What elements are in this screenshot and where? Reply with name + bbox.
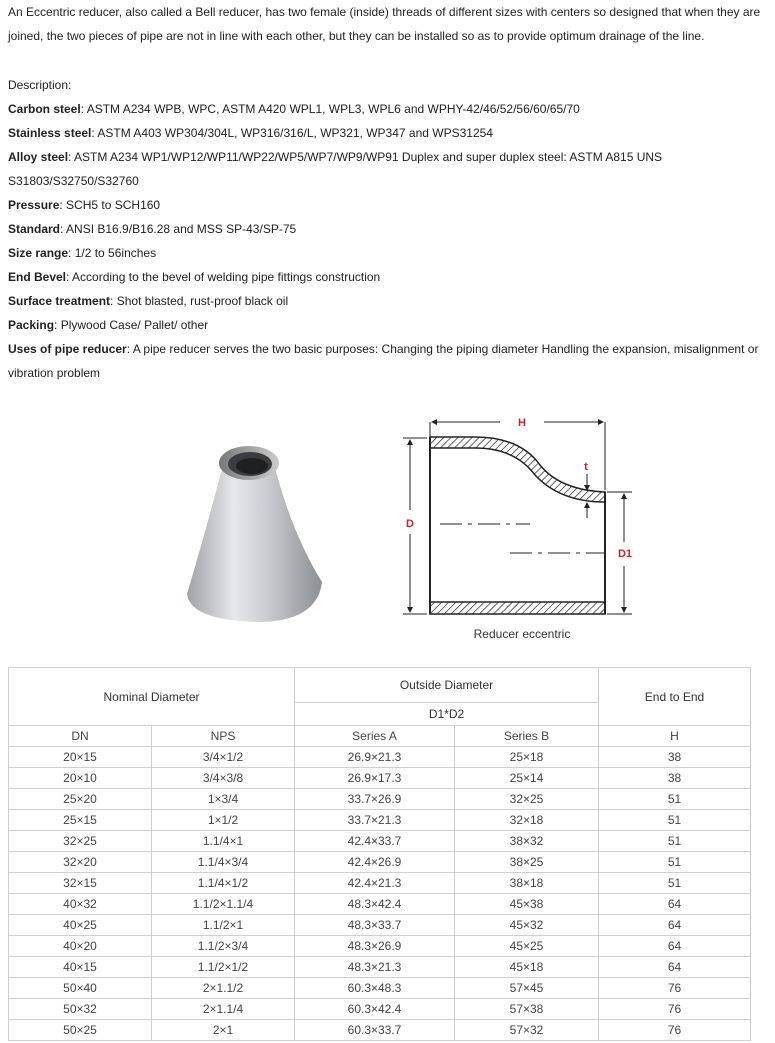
spec-item: Pressure: SCH5 to SCH160 [8, 198, 161, 212]
spec-item: Carbon steel: ASTM A234 WPB, WPC, ASTM A420 WPL1, WPL3, WPL6 and WPHY-42/46/52/56/60/65/70 [8, 102, 580, 116]
table-row [9, 957, 751, 978]
intro-paragraph: An Eccentric reducer, also called a Bell reducer, has two female (inside) threads of different sizes with centers so designed that when they are joined, the two pieces of pipe are not in line with each other, but they can be installed so as to provide optimum drainage of the line. [8, 5, 761, 43]
spec-label: Uses of pipe reducer [8, 342, 127, 356]
spec-value: Shot blasted, rust-proof black oil [116, 294, 289, 308]
table-cell: 64 [599, 915, 751, 936]
table-cell: 1×3/4 [152, 789, 295, 810]
table-cell: 42.4×33.7 [295, 831, 455, 852]
size-table-wrapper [8, 667, 750, 1041]
table-cell: 38×18 [455, 873, 599, 894]
spec-value: A pipe reducer serves the two basic purposes: Changing the piping diameter Handling the expansion, misalignment or vibration problem [8, 342, 759, 380]
table-cell: 51 [599, 810, 751, 831]
spec-value: ASTM A403 WP304/304L, WP316/316/L, WP321, WP347 and WPS31254 [97, 126, 493, 140]
spec-value: SCH5 to SCH160 [66, 198, 161, 212]
spec-item: Standard: ANSI B16.9/B16.28 and MSS SP-43/SP-75 [8, 222, 297, 236]
table-cell: 32×25 [455, 789, 599, 810]
table-row [9, 810, 751, 831]
table-cell: 33.7×26.9 [295, 789, 455, 810]
table-cell: 40×15 [9, 957, 152, 978]
table-cell: 25×18 [455, 747, 599, 768]
eccentric-reducer-drawing [400, 410, 640, 650]
size-table-body [9, 747, 751, 1041]
spec-item: End Bevel: According to the bevel of welding pipe fittings construction [8, 270, 381, 284]
spec-label: Size range [8, 246, 69, 260]
table-cell: 26.9×21.3 [295, 747, 455, 768]
spec-value: According to the bevel of welding pipe fittings construction [72, 270, 381, 284]
table-row [9, 894, 751, 915]
table-cell: 57×45 [455, 978, 599, 999]
d-label: D [406, 518, 414, 530]
table-cell: 33.7×21.3 [295, 810, 455, 831]
table-cell: 45×18 [455, 957, 599, 978]
col-series-b: Series B [455, 726, 599, 747]
table-cell: 1.1/2×1.1/4 [152, 894, 295, 915]
table-cell: 32×20 [9, 852, 152, 873]
table-cell: 1.1/2×3/4 [152, 936, 295, 957]
table-cell: 51 [599, 873, 751, 894]
spec-label: Alloy steel [8, 150, 69, 164]
col-nps: NPS [152, 726, 295, 747]
table-cell: 32×15 [9, 873, 152, 894]
table-cell: 1×1/2 [152, 810, 295, 831]
table-cell: 32×25 [9, 831, 152, 852]
t-label: t [584, 461, 588, 473]
description-block [8, 73, 770, 385]
table-cell: 64 [599, 957, 751, 978]
table-row [9, 915, 751, 936]
table-cell: 76 [599, 978, 751, 999]
table-cell: 76 [599, 999, 751, 1020]
h-label: H [518, 417, 526, 429]
table-cell: 48.3×21.3 [295, 957, 455, 978]
table-row [9, 831, 751, 852]
spec-value: Plywood Case/ Pallet/ other [60, 318, 209, 332]
spec-label: End Bevel [8, 270, 67, 284]
col-h: H [599, 726, 751, 747]
size-table [8, 667, 751, 1041]
table-cell: 42.4×26.9 [295, 852, 455, 873]
spec-value: ASTM A234 WP1/WP12/WP11/WP22/WP5/WP7/WP9/WP91 Duplex and super duplex steel: ASTM A815 UNS S31803/S32750/S32760 [8, 150, 663, 188]
table-row [9, 852, 751, 873]
table-cell: 26.9×17.3 [295, 768, 455, 789]
table-cell: 64 [599, 894, 751, 915]
table-row [9, 999, 751, 1020]
spec-label: Carbon steel [8, 102, 81, 116]
table-cell: 32×18 [455, 810, 599, 831]
spec-value: ASTM A234 WPB, WPC, ASTM A420 WPL1, WPL3, WPL6 and WPHY-42/46/52/56/60/65/70 [86, 102, 580, 116]
table-cell: 50×25 [9, 1020, 152, 1041]
table-cell: 1.1/4×1 [152, 831, 295, 852]
table-cell: 45×32 [455, 915, 599, 936]
table-cell: 76 [599, 1020, 751, 1041]
table-cell: 1.1/4×3/4 [152, 852, 295, 873]
table-cell: 20×10 [9, 768, 152, 789]
table-cell: 2×1.1/2 [152, 978, 295, 999]
table-cell: 48.3×42.4 [295, 894, 455, 915]
table-cell: 50×40 [9, 978, 152, 999]
table-cell: 51 [599, 852, 751, 873]
spec-value: ANSI B16.9/B16.28 and MSS SP-43/SP-75 [66, 222, 297, 236]
table-cell: 1.1/2×1 [152, 915, 295, 936]
table-cell: 20×15 [9, 747, 152, 768]
table-cell: 25×15 [9, 810, 152, 831]
table-cell: 50×32 [9, 999, 152, 1020]
table-row [9, 936, 751, 957]
table-cell: 60.3×33.7 [295, 1020, 455, 1041]
table-cell: 1.1/4×1/2 [152, 873, 295, 894]
d1d2-header: D1*D2 [295, 703, 599, 726]
spec-item: Alloy steel: ASTM A234 WP1/WP12/WP11/WP22/WP5/WP7/WP9/WP91 Duplex and super duplex steel: ASTM A815 UNS S31803/S32750/S32760 [8, 150, 663, 188]
d1-label: D1 [617, 548, 633, 560]
table-cell: 48.3×26.9 [295, 936, 455, 957]
table-cell: 48.3×33.7 [295, 915, 455, 936]
table-cell: 2×1.1/4 [152, 999, 295, 1020]
table-cell: 2×1 [152, 1020, 295, 1041]
table-cell: 3/4×3/8 [152, 768, 295, 789]
spec-label: Standard [8, 222, 61, 236]
table-cell: 25×20 [9, 789, 152, 810]
table-cell: 51 [599, 831, 751, 852]
spec-list [8, 97, 770, 385]
table-cell: 60.3×48.3 [295, 978, 455, 999]
spec-item: Surface treatment: Shot blasted, rust-proof black oil [8, 294, 289, 308]
drawing-caption: Reducer eccentric [473, 627, 571, 641]
spec-item: Size range: 1/2 to 56inches [8, 246, 157, 260]
table-cell: 38 [599, 768, 751, 789]
table-cell: 40×20 [9, 936, 152, 957]
table-cell: 45×25 [455, 936, 599, 957]
end-to-end-header: End to End [599, 668, 751, 726]
col-series-a: Series A [295, 726, 455, 747]
table-cell: 40×25 [9, 915, 152, 936]
spec-label: Pressure [8, 198, 60, 212]
table-row [9, 789, 751, 810]
col-dn: DN [9, 726, 152, 747]
table-cell: 42.4×21.3 [295, 873, 455, 894]
table-row [9, 873, 751, 894]
table-cell: 38×32 [455, 831, 599, 852]
nominal-diameter-header: Nominal Diameter [9, 668, 295, 726]
table-row [9, 768, 751, 789]
table-cell: 40×32 [9, 894, 152, 915]
spec-value: 1/2 to 56inches [74, 246, 157, 260]
table-cell: 38 [599, 747, 751, 768]
description-heading: Description: [8, 78, 72, 92]
spec-label: Packing [8, 318, 55, 332]
spec-item: Uses of pipe reducer: A pipe reducer serves the two basic purposes: Changing the piping diameter Handling the expansion, misalignment or vibration problem [8, 342, 759, 380]
table-cell: 3/4×1/2 [152, 747, 295, 768]
reducer-photo [182, 434, 332, 624]
table-cell: 60.3×42.4 [295, 999, 455, 1020]
table-cell: 57×32 [455, 1020, 599, 1041]
table-cell: 64 [599, 936, 751, 957]
table-cell: 38×25 [455, 852, 599, 873]
table-row [9, 1020, 751, 1041]
spec-label: Surface treatment [8, 294, 111, 308]
spec-item: Stainless steel: ASTM A403 WP304/304L, WP316/316/L, WP321, WP347 and WPS31254 [8, 126, 493, 140]
table-cell: 57×38 [455, 999, 599, 1020]
table-cell: 45×38 [455, 894, 599, 915]
table-cell: 1.1/2×1/2 [152, 957, 295, 978]
outside-diameter-header: Outside Diameter [295, 668, 599, 703]
table-row [9, 747, 751, 768]
table-cell: 51 [599, 789, 751, 810]
spec-label: Stainless steel [8, 126, 92, 140]
spec-item: Packing: Plywood Case/ Pallet/ other [8, 318, 209, 332]
table-row [9, 978, 751, 999]
table-cell: 25×14 [455, 768, 599, 789]
